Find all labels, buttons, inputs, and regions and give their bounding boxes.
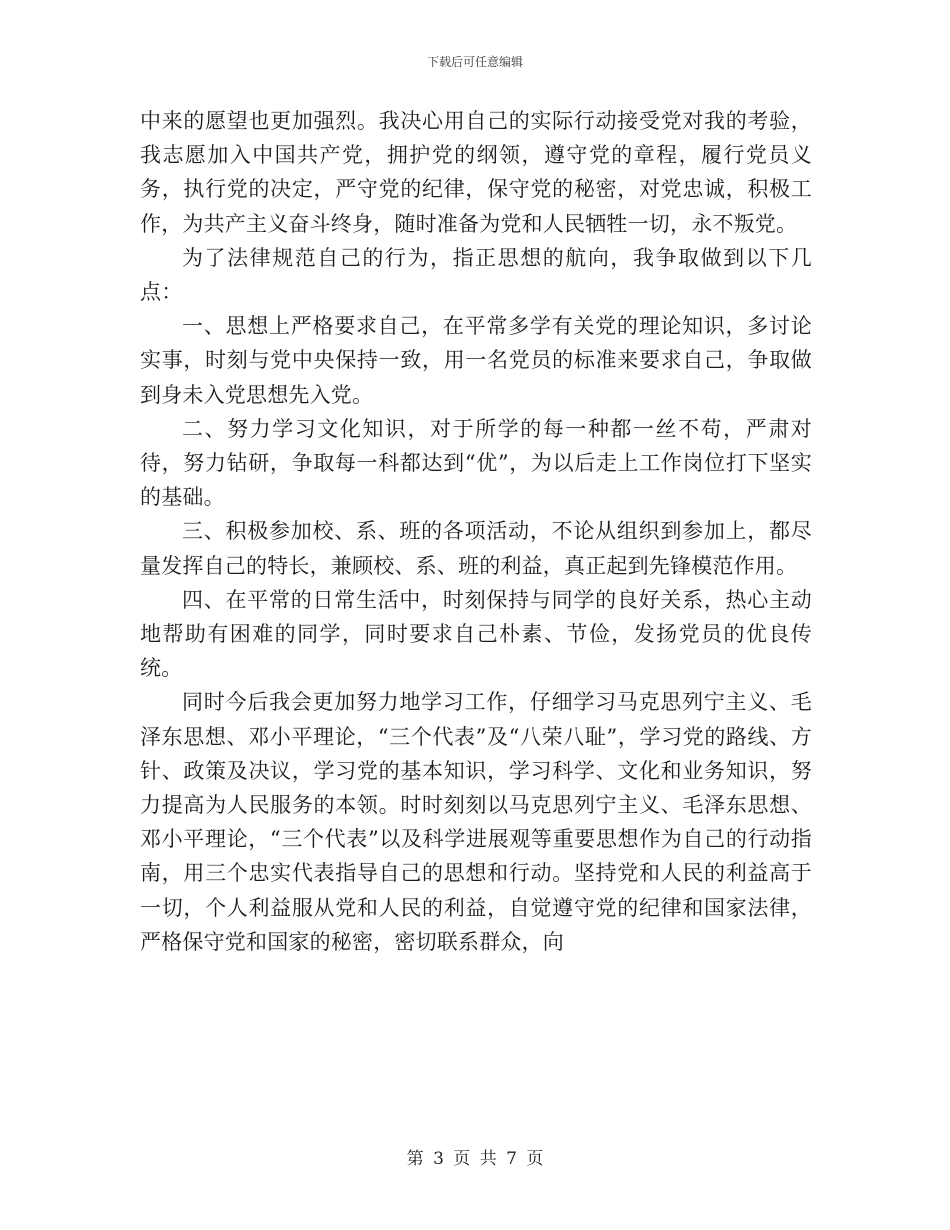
- document-body: [140, 104, 812, 959]
- paragraph-conclusion: 同时今后我会更加努力地学习工作，仔细学习马克思列宁主义、毛泽东思想、邓小平理论，“三个代表”及“八荣八耻”，学习党的路线、方针、政策及决议，学习党的基本知识，学习科学、文化和业务知识，努力提高为人民服务的本领。时时刻刻以马克思列宁主义、毛泽东思想、邓小平理论，“三个代表”以及科学进展观等重要思想作为自己的行动指南，用三个忠实代表指导自己的思想和行动。坚持党和人民的利益高于一切，个人利益服从党和人民的利益，自觉遵守党的纪律和国家法律，严格保守党和国家的秘密，密切联系群众，向: [140, 690, 812, 954]
- page-number: 第 3 页 共 7 页: [406, 1149, 544, 1169]
- paragraph-point-three: 三、积极参加校、系、班的各项活动，不论从组织到参加上，都尽量发挥自己的特长，兼顾校、系、班的利益，真正起到先锋模范作用。: [140, 519, 812, 578]
- paragraph-point-four: 四、在平常的日常生活中，时刻保持与同学的良好关系，热心主动地帮助有困难的同学，同时要求自己朴素、节俭，发扬党员的优良传统。: [140, 587, 812, 681]
- paragraph-intro-points: 为了法律规范自己的行为，指正思想的航向，我争取做到以下几点：: [140, 245, 812, 305]
- paragraph-point-one: 一、思想上严格要求自己，在平常多学有关党的理论知识，多讨论实事，时刻与党中央保持一致，用一名党员的标准来要求自己，争取做到身未入党思想先入党。: [140, 314, 812, 407]
- paragraph-continuation: 中来的愿望也更加强烈。我决心用自己的实际行动接受党对我的考验，我志愿加入中国共产党，拥护党的纲领，遵守党的章程，履行党员义务，执行党的决定，严守党的纪律，保守党的秘密，对党忠诚，积极工作，为共产主义奋斗终身，随时准备为党和人民牺牲一切，永不叛党。: [140, 109, 812, 236]
- page-header: 下载后可任意编辑: [426, 55, 523, 69]
- paragraph-point-two: 二、努力学习文化知识，对于所学的每一种都一丝不苟，严肃对待，努力钻研，争取每一科都达到“优”，为以后走上工作岗位打下坚实的基础。: [140, 416, 812, 510]
